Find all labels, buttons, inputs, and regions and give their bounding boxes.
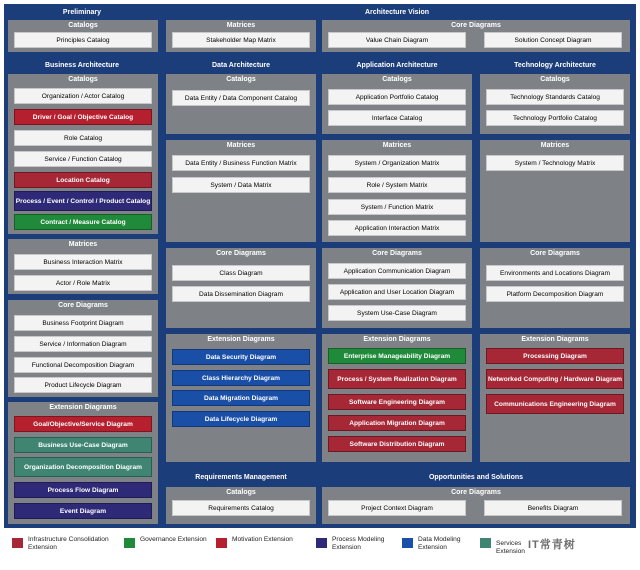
opportunities-core-box [322,487,630,524]
legend-process-modeling [316,536,400,560]
application-architecture-header: Application Architecture [356,62,438,69]
diagram-item: Data Security Diagram [172,349,310,365]
watermark: IT常青树 [528,539,576,551]
matrix-item: Stakeholder Map Matrix [172,32,310,48]
legend-label: Services Extension [496,540,525,555]
business-architecture-header: Business Architecture [44,62,120,69]
diagram-item: Goal/Objective/Service Diagram [14,416,152,432]
vision-matrices-title: Matrices [226,22,256,29]
preliminary-header: Preliminary [62,9,102,16]
legend-swatch [316,538,327,548]
catalog-item: Requirements Catalog [172,500,310,516]
application-core-title: Core Diagrams [372,250,422,257]
diagram-item: Value Chain Diagram [328,32,466,48]
diagram-item: Networked Computing / Hardware Diagram [486,369,624,389]
legend-swatch [12,538,23,548]
diagram-item: Functional Decomposition Diagram [14,357,152,373]
diagram-item: Service / Information Diagram [14,336,152,352]
legend-label: Process Modeling Extension [332,536,385,551]
catalog-item: Application Portfolio Catalog [328,89,466,105]
data-catalogs-title: Catalogs [226,76,256,83]
business-extension-title: Extension Diagrams [49,404,117,411]
technology-core-title: Core Diagrams [530,250,580,257]
diagram-item: Business Footprint Diagram [14,315,152,331]
business-core-box [8,300,158,397]
matrix-item: Data Entity / Business Function Matrix [172,155,310,171]
data-architecture-header: Data Architecture [211,62,271,69]
matrix-item: System / Function Matrix [328,199,466,215]
diagram-item: Software Engineering Diagram [328,394,466,410]
diagram-item: System Use-Case Diagram [328,305,466,321]
diagram-item: Processing Diagram [486,348,624,364]
legend-motivation [216,536,306,560]
diagram-item: Software Distribution Diagram [328,436,466,452]
legend-swatch [124,538,135,548]
diagram-item: Process Flow Diagram [14,482,152,498]
diagram-item: Platform Decomposition Diagram [486,286,624,302]
technology-catalogs-box [480,74,630,134]
business-core-title: Core Diagrams [58,302,108,309]
application-matrices-title: Matrices [382,142,412,149]
diagram-item: Solution Concept Diagram [484,32,622,48]
diagram-item: Class Diagram [172,265,310,281]
requirements-catalogs-box [166,487,316,524]
data-matrices-title: Matrices [226,142,256,149]
data-catalogs-box [166,74,316,134]
diagram-item: Product Lifecycle Diagram [14,377,152,393]
opportunities-core-title: Core Diagrams [451,489,501,496]
vision-core-title: Core Diagrams [451,22,501,29]
diagram-item: Business Use-Case Diagram [14,437,152,453]
diagram-item: Enterprise Manageability Diagram [328,348,466,364]
catalog-item: Process / Event / Control / Product Catalog [14,191,152,211]
business-catalogs-box [8,74,158,234]
architecture-vision-header: Architecture Vision [364,9,430,16]
matrix-item: Business Interaction Matrix [14,254,152,270]
catalog-item: Contract / Measure Catalog [14,214,152,230]
catalog-item: Technology Portfolio Catalog [486,110,624,126]
data-extension-title: Extension Diagrams [207,336,275,343]
matrix-item: System / Data Matrix [172,177,310,193]
diagram-item: Application Communication Diagram [328,263,466,279]
diagram-item: Process / System Realization Diagram [328,369,466,389]
requirements-catalogs-title: Catalogs [226,489,256,496]
catalog-item: Driver / Goal / Objective Catalog [14,109,152,125]
catalog-item: Service / Function Catalog [14,151,152,167]
technology-catalogs-title: Catalogs [540,76,570,83]
data-core-box [166,248,316,328]
technology-extension-title: Extension Diagrams [521,336,589,343]
application-extension-title: Extension Diagrams [363,336,431,343]
legend-label: Motivation Extension [232,536,293,543]
data-core-title: Core Diagrams [216,250,266,257]
catalog-item: Technology Standards Catalog [486,89,624,105]
technology-architecture-header: Technology Architecture [514,62,596,69]
business-matrices-box [8,239,158,294]
legend-swatch [402,538,413,548]
application-catalogs-title: Catalogs [382,76,412,83]
legend-infrastructure [12,536,122,560]
application-core-box [322,248,472,328]
technology-core-box [480,248,630,328]
application-matrices-box [322,140,472,242]
diagram-item: Application and User Location Diagram [328,284,466,300]
vision-matrices-box [166,20,316,52]
catalog-item: Location Catalog [14,172,152,188]
matrix-item: System / Technology Matrix [486,155,624,171]
matrix-item: Application Interaction Matrix [328,220,466,236]
diagram-item: Class Hierarchy Diagram [172,370,310,386]
catalog-item: Organization / Actor Catalog [14,88,152,104]
preliminary-catalogs-box [8,20,158,52]
legend-label: Governance Extension [140,536,207,543]
business-matrices-title: Matrices [68,241,98,248]
technology-extension-box [480,334,630,462]
technology-matrices-title: Matrices [540,142,570,149]
legend-data-modeling [402,536,478,560]
legend-swatch [480,538,491,548]
business-extension-box [8,402,158,524]
diagram-item: Environments and Locations Diagram [486,265,624,281]
matrix-item: Actor / Role Matrix [14,275,152,291]
diagram-item: Communications Engineering Diagram [486,394,624,414]
legend-governance [124,536,212,560]
technology-matrices-box [480,140,630,242]
catalog-item: Principles Catalog [14,32,152,48]
opportunities-solutions-header: Opportunities and Solutions [428,474,524,481]
diagram-item: Project Context Diagram [328,500,466,516]
legend-label: Infrastructure Consolidation Extension [28,536,109,551]
diagram-item: Application Migration Diagram [328,415,466,431]
diagram-item: Data Lifecycle Diagram [172,411,310,427]
diagram-item: Benefits Diagram [484,500,622,516]
legend-swatch [216,538,227,548]
data-matrices-box [166,140,316,242]
diagram-item: Event Diagram [14,503,152,519]
requirements-management-header: Requirements Management [195,474,287,481]
legend-label: Data Modeling Extension [418,536,461,551]
matrix-item: Role / System Matrix [328,177,466,193]
preliminary-catalogs-title: Catalogs [68,22,98,29]
catalog-item: Role Catalog [14,130,152,146]
application-catalogs-box [322,74,472,134]
diagram-item: Organization Decomposition Diagram [14,457,152,477]
business-catalogs-title: Catalogs [68,76,98,83]
data-extension-box [166,334,316,462]
application-extension-box [322,334,472,462]
diagram-item: Data Dissemination Diagram [172,286,310,302]
catalog-item: Data Entity / Data Component Catalog [172,90,310,106]
matrix-item: System / Organization Matrix [328,155,466,171]
diagram-item: Data Migration Diagram [172,390,310,406]
vision-core-box [322,20,630,52]
catalog-item: Interface Catalog [328,110,466,126]
